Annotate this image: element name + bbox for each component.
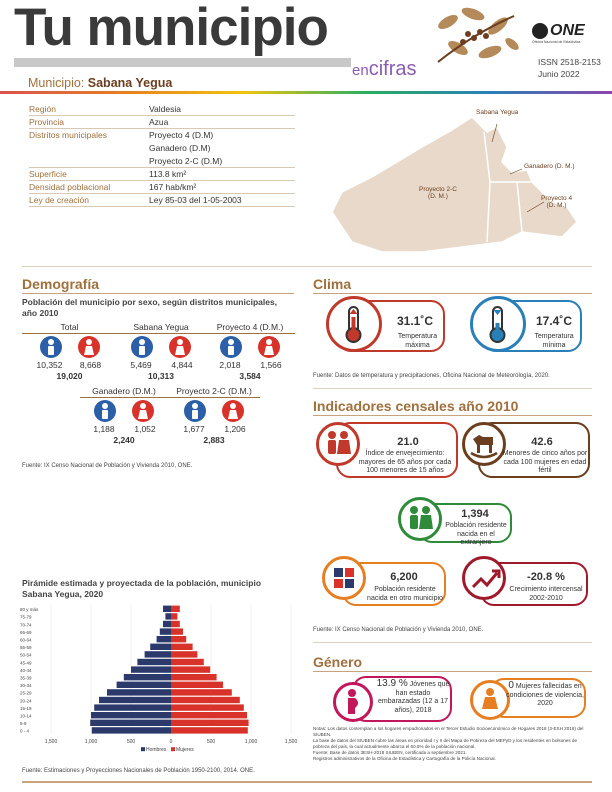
legend-swatch-hombres [141,747,145,751]
male-icon [220,336,242,358]
age-label: 70-74 [20,622,32,628]
male-icon [131,336,153,358]
female-bar [171,697,240,703]
embarazadas-text: 13.9 % Jóvenes que han estado embarazadas (12 a 17 años), 2018 [376,678,450,714]
x-tick-label: 1,000 [244,739,258,746]
female-bar [171,666,210,672]
title-underline [14,58,351,67]
total-count: 3,584 [239,371,261,381]
info-value: Proyecto 4 (D.M) [149,130,214,140]
temp-max-label: Temperatura máxima [397,333,438,349]
group-name: Proyecto 2-C (D.M.) [168,386,260,398]
age-label: 10-14 [20,713,32,719]
censales-title: Indicadores censales año 2010 [313,398,519,414]
envejecimiento-value: 21.0 [397,436,419,448]
age-label: 45-49 [20,660,32,666]
demografia-source: Fuente: IX Censo Nacional de Población y Vivienda 2010, ONE. [22,463,193,469]
male-bar [91,712,171,718]
male-bar [131,666,171,672]
coffee-branch-icon [428,4,520,68]
subtitle-en-cifras: encifras [352,58,417,80]
male-count: 10,352 [36,360,63,370]
extranjero-value: 1,394 [461,508,489,520]
male-bar [165,613,171,619]
age-label: 75-79 [20,614,32,620]
male-bar [160,628,171,634]
x-tick-label: 500 [206,739,216,746]
info-divider [29,206,295,207]
extranjero-text: Población residente nacida en el extranjero [445,522,507,546]
demografia-group [22,322,117,386]
municipio-name: Municipio: Sabana Yegua [28,76,173,90]
info-value: Valdesia [149,104,181,114]
female-bar [171,644,193,650]
legend-hombres: Hombres [146,747,167,754]
female-bar [171,682,223,688]
male-bar [137,659,171,665]
thermometer-hot-icon [326,296,382,352]
info-label: Superficie [29,169,67,179]
male-bar [157,636,171,642]
male-bar [107,689,171,695]
section-divider [22,266,592,267]
female-bar [171,651,197,657]
legend-mujeres: Mujeres [176,747,194,754]
female-bar [171,628,183,634]
male-count: 2,018 [219,360,241,370]
temp-min-label: Temperatura mínima [534,333,574,349]
demografia-group [117,322,205,386]
clima-title: Clima [313,276,352,292]
female-bar [171,613,177,619]
male-count: 5,469 [130,360,152,370]
male-count: 1,677 [183,424,205,434]
age-label: 35-39 [20,675,32,681]
total-count: 19,020 [56,371,83,381]
male-bar [124,674,171,680]
info-value: 167 hab/km² [149,182,197,192]
section-divider [313,388,592,389]
x-tick-label: 1,500 [284,739,298,746]
issn-info: ISSN 2518-2153 Junio 2022 [538,57,601,79]
demografia-group [80,386,168,450]
info-value: Ganadero (D.M) [149,143,211,153]
trend-arrow-icon [462,556,506,600]
total-count: 2,883 [203,435,225,445]
female-bar [171,720,249,726]
female-icon [78,336,100,358]
map-label: Sabana Yegua [476,109,519,116]
menores-value: 42.6 [531,436,553,448]
male-bar [99,697,171,703]
piramide-title: Pirámide estimada y proyectada de la población, municipio Sabana Yegua, 2020 [22,578,262,599]
group-name: Sabana Yegua [117,322,205,334]
age-label: 55-59 [20,645,32,651]
male-bar [90,720,171,726]
group-name: Total [22,322,117,334]
otro-municipio-text: Población residente nacida en otro municipio [367,586,443,602]
male-bar [94,704,171,710]
age-label: 60-64 [20,637,32,643]
envejecimiento-text: Índice de envejecimiento: mayores de 65 años por cada 100 menores de 15 años [358,450,452,474]
female-bar [171,606,180,612]
piramide-source: Fuente: Estimaciones y Proyecciones Nacionales de Población 1950-2100, 2014. ONE. [22,768,255,774]
censales-source: Fuente: IX Censo Nacional de Población y Vivienda 2010, ONE. [313,627,484,633]
footer-divider [22,781,592,783]
fallecidas-text: 0 Mujeres fallecidas en condiciones de violencia, 2020 [506,680,584,707]
flag-icon [322,556,366,600]
male-count: 1,188 [93,424,115,434]
female-bar [171,674,217,680]
page-title: Tu municipio [14,0,328,57]
demografia-subtitle: Población del municipio por sexo, según distritos municipales, año 2010 [22,297,278,318]
group-name: Proyecto 4 (D.M.) [205,322,295,334]
female-bar [171,636,186,642]
age-label: 50-54 [20,652,32,658]
x-tick-label: 0 [169,739,173,746]
x-tick-label: 1,000 [84,739,98,746]
info-label: Distritos municipales [29,130,107,140]
info-value: Azua [149,117,169,127]
population-pyramid-chart [18,603,308,755]
x-tick-label: 1,500 [44,739,58,746]
section-divider [313,671,592,672]
male-bar [92,727,171,733]
female-count: 1,206 [224,424,246,434]
section-divider [313,293,592,294]
female-bar [171,727,248,733]
age-label: 0 - 4 [20,728,30,734]
female-icon [169,336,191,358]
female-count: 4,844 [171,360,193,370]
info-label: Provincia [29,117,64,127]
female-count: 1,052 [134,424,156,434]
one-logo: ONE Oficina Nacional de Estadística [532,22,585,44]
x-tick-label: 500 [126,739,136,746]
demografia-title: Demografía [22,276,100,292]
male-icon [40,336,62,358]
crecimiento-text: Crecimiento intercensal 2002-2010 [509,586,583,602]
menores-text: Menores de cinco años por cada 100 mujeres en edad fértil [502,450,588,474]
info-label: Ley de creación [29,195,90,205]
clima-source: Fuente: Datos de temperatura y precipitaciones, Oficina Nacional de Meteorología, 2020. [313,373,550,379]
info-label: Densidad poblacional [29,182,111,192]
male-bar [150,644,171,650]
male-bar [117,682,171,688]
legend-swatch-mujeres [171,747,175,751]
crecimiento-value: -20.8 % [527,571,565,583]
people-icon [398,497,442,541]
age-label: 30-34 [20,683,32,689]
male-bar [145,651,171,657]
map-label: Ganadero (D. M.) [524,163,575,170]
info-label: Región [29,104,56,114]
otro-municipio-value: 6,200 [390,571,418,583]
demografia-group [168,386,260,450]
female-bar [171,689,232,695]
municipio-map [312,102,592,262]
temp-max-value: 31.1˚C [397,314,434,328]
pregnant-woman-icon [333,682,373,722]
age-label: 25-29 [20,690,32,696]
thermometer-cold-icon [470,296,526,352]
genero-title: Género [313,654,363,670]
genero-notes: Notas: Los datos contemplan a los hogares empadronados en el Tercer Estudio Socioeconómico de Hogares 2018 (3-ESH 2018) del SIUBEN. La base de datos del SIUBEN cubre las áreas en prioridad I y II del Mapa de Pobreza del MEPyD y los residentes en bolsones de pobreza del país, la cual actualmente abarca el 60.5% de la población nacional. Fuente: Base de datos 3ESH-2018 SIUBEN, certificada a septiembre 2021. Registros administrativos de la Oficina de Estadística y Cartografía de la Policía Nacional. [313,726,584,761]
age-label: 40-44 [20,667,32,673]
section-divider [313,642,592,643]
group-name: Ganadero (D.M.) [80,386,168,398]
demografia-group [205,322,295,386]
temp-min-value: 17.4˚C [536,314,573,328]
total-count: 10,313 [148,371,174,381]
section-divider [313,415,592,416]
female-icon [132,400,154,422]
age-label: 80 y más [20,607,39,613]
female-bar [171,621,180,627]
female-bar [171,659,204,665]
info-value: Ley 85-03 del 1-05-2003 [149,195,242,205]
male-bar [163,621,171,627]
female-count: 8,668 [79,360,102,370]
age-label: 65-69 [20,629,32,635]
age-label: 15-19 [20,705,32,711]
info-value: Proyecto 2-C (D.M) [149,156,223,166]
age-label: 20-24 [20,698,32,704]
female-icon [222,400,244,422]
male-bar [163,606,171,612]
rainbow-divider [0,91,612,94]
total-count: 2,240 [113,435,135,445]
female-count: 1,566 [260,360,282,370]
info-value: 113.8 km² [149,169,187,179]
male-icon [94,400,116,422]
map-label: Proyecto 2-C (D. M.) [419,186,457,200]
section-divider [22,293,294,294]
map-label: Proyecto 4 (D. M.) [541,195,573,209]
female-bar [171,712,247,718]
female-bar [171,704,244,710]
age-label: 5-9 [20,721,27,727]
female-icon [258,336,280,358]
male-icon [184,400,206,422]
